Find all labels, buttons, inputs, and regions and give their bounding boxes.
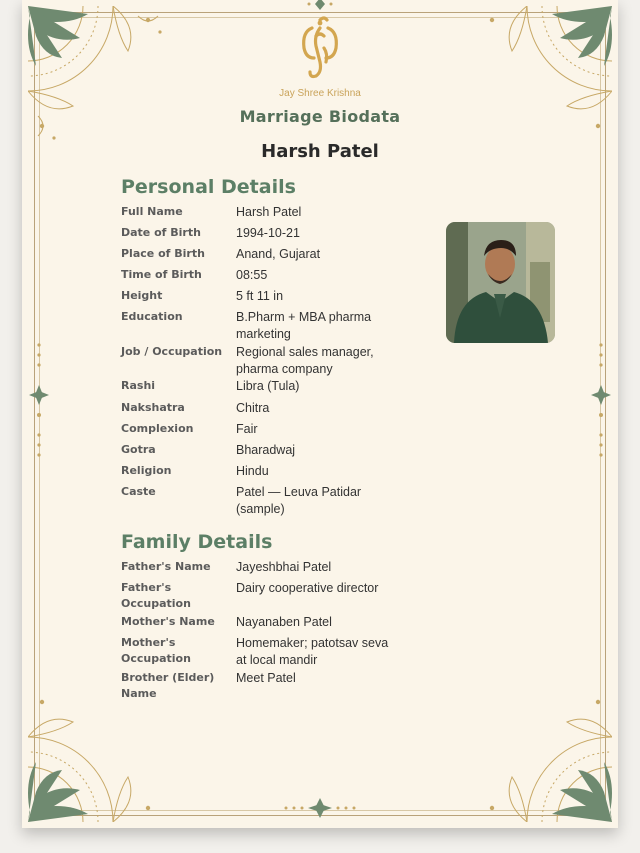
detail-value: Hindu [236,464,269,478]
detail-label: Place of Birth [121,247,205,260]
detail-label: Education [121,310,183,323]
biodata-sheet [22,0,618,828]
detail-value: 5 ft 11 in [236,289,284,303]
profile-photo [446,222,555,343]
family-details-heading: Family Details [121,531,273,553]
detail-value: Nayanaben Patel [236,615,332,629]
bottom-center-ornament [280,796,360,820]
candidate-name: Harsh Patel [261,141,379,162]
detail-label: Father's Name [121,560,211,573]
detail-label: Date of Birth [121,226,201,239]
detail-value: B.Pharm + MBA pharma marketing [236,310,372,341]
detail-label: Complexion [121,422,194,435]
detail-label: Nakshatra [121,401,185,414]
document-title: Marriage Biodata [239,107,401,126]
detail-label: Religion [121,464,172,477]
side-flourish-ornament [27,335,51,465]
detail-value: Meet Patel [236,671,296,685]
detail-label: Caste [121,485,156,498]
detail-value: Dairy cooperative director [236,581,379,595]
detail-label: Mother's Occupation [121,636,191,665]
detail-label: Job / Occupation [121,345,223,358]
detail-value: Harsh Patel [236,205,302,219]
ganesha-logo-icon [294,14,346,84]
detail-value: Regional sales manager, pharma company [236,345,374,376]
detail-value: Jayeshbhai Patel [236,560,332,574]
detail-value: 1994-10-21 [236,226,300,240]
mandala-corner-ornament [462,672,612,822]
detail-value: Patel — Leuva Patidar (sample) [236,485,362,516]
detail-value: 08:55 [236,268,268,282]
detail-label: Father's Occupation [121,581,191,610]
detail-label: Mother's Name [121,615,215,628]
detail-value: Fair [236,422,258,436]
detail-label: Brother (Elder) Name [121,671,215,700]
personal-details-heading: Personal Details [121,176,296,198]
mandala-corner-ornament [28,6,178,156]
detail-value: Chitra [236,401,270,415]
detail-label: Rashi [121,379,156,392]
mandala-corner-ornament [462,6,612,156]
top-center-ornament [305,0,335,12]
detail-value: Homemaker; patotsav seva at local mandir [236,636,389,667]
detail-value: Libra (Tula) [236,379,300,393]
mantra-text: Jay Shree Krishna [279,88,361,99]
detail-label: Height [121,289,163,302]
detail-label: Full Name [121,205,183,218]
side-flourish-ornament [589,335,613,465]
detail-label: Time of Birth [121,268,202,281]
detail-label: Gotra [121,443,156,456]
detail-value: Bharadwaj [236,443,296,457]
detail-value: Anand, Gujarat [236,247,321,261]
